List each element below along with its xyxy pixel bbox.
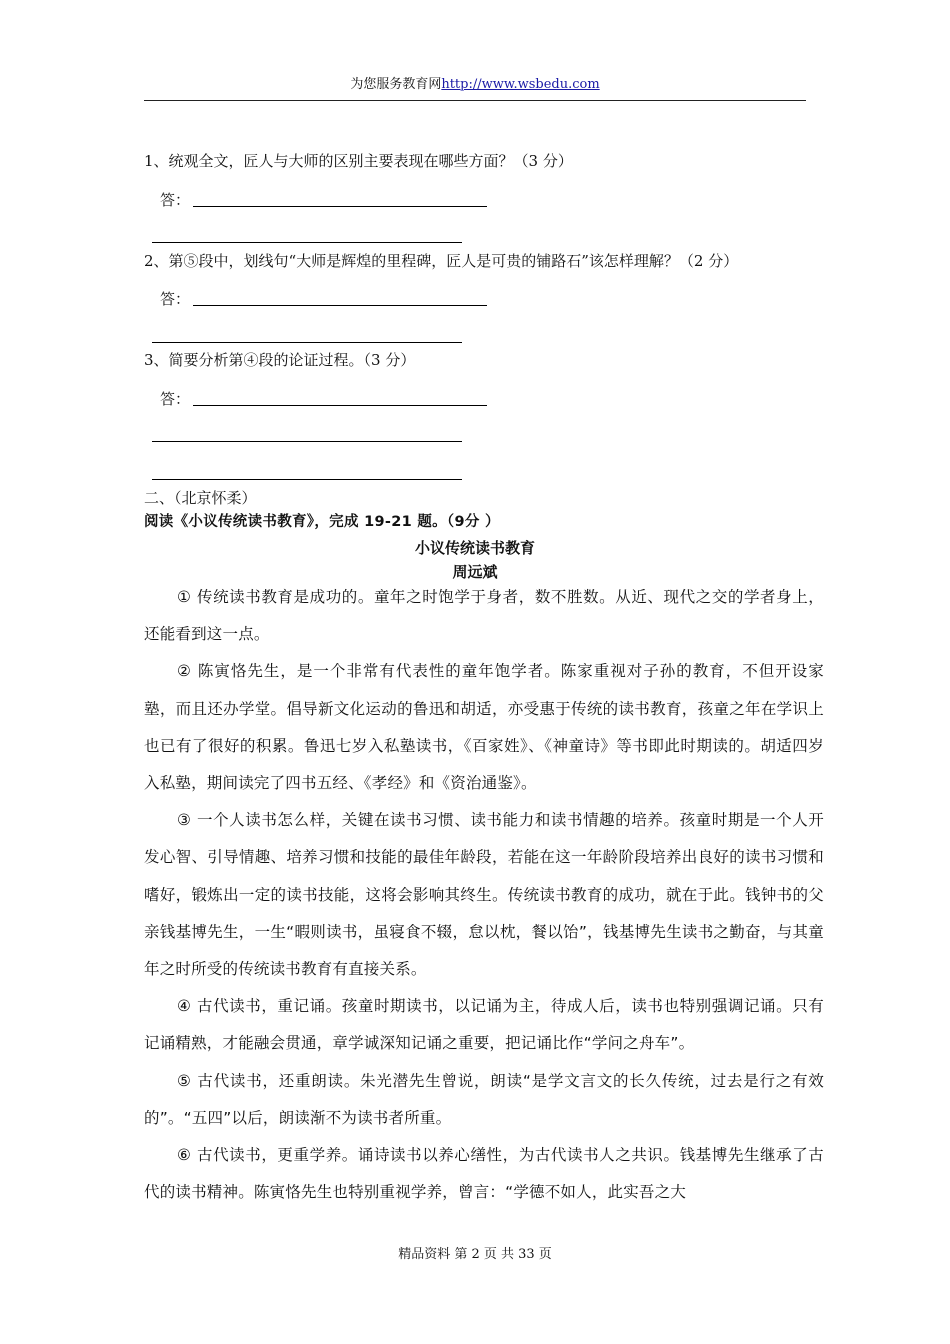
- article-title: 小议传统读书教育: [414, 539, 535, 557]
- paragraph-6: ⑥ 古代读书，更重学养。诵诗读书以养心缮性，为古代读书人之共识。钱基博先生继承了古代的读书精神。陈寅恪先生也特别重视学养，曾言：“学德不如人，此实吾之大: [144, 1146, 824, 1202]
- paragraph-5: ⑤ 古代读书，还重朗读。朱光潜先生曾说，朗读“是学文言文的长久传统，过去是行之有效的”。“五四”以后，朗读渐不为读书者所重。: [144, 1071, 824, 1127]
- article-author: 周远斌: [452, 563, 498, 581]
- answer-line[interactable]: [152, 242, 462, 243]
- paragraph-3: ③ 一个人读书怎么样，关键在读书习惯、读书能力和读书情趣的培养。孩童时期是一个人开发心智、引导情趣、培养习惯和技能的最佳年龄段，若能在这一年龄阶段培养出良好的读书习惯和嗜好，锻炼出一定的读书技能，这将会影响其终生。传统读书教育的成功，就在于此。钱钟书的父亲钱基博先生，一生“暇则读书，虽寝食不辍，怠以枕，餐以饴”，钱基博先生读书之勤奋，与其童年之时所受的传统读书教育有直接关系。: [144, 811, 824, 979]
- answer-line[interactable]: [193, 405, 487, 406]
- question-3: 3、简要分析第④段的论证过程。（3 分）: [144, 351, 416, 369]
- article-body: [144, 579, 824, 1211]
- question-2: 2、第⑤段中，划线句“大师是辉煌的里程碑，匠人是可贵的铺路石”该怎样理解？（2 分）: [144, 252, 739, 270]
- answer-line[interactable]: [152, 342, 462, 343]
- paragraph-4: ④ 古代读书，重记诵。孩童时期读书，以记诵为主，待成人后，读书也特别强调记诵。只有记诵精熟，才能融会贯通，章学诚深知记诵之重要，把记诵比作“学问之舟车”。: [144, 997, 824, 1053]
- question-1: 1、统观全文，匠人与大师的区别主要表现在哪些方面？（3 分）: [144, 152, 573, 170]
- answer-label-3: 答：: [160, 390, 191, 408]
- page-header: [144, 76, 806, 94]
- page-footer: 精品资料 第 2 页 共 33 页: [398, 1247, 552, 1262]
- answer-label-1: 答：: [160, 191, 191, 209]
- paragraph-1: ① 传统读书教育是成功的。童年之时饱学于身者，数不胜数。从近、现代之交的学者身上，还能看到这一点。: [144, 588, 824, 644]
- paragraph-2: ② 陈寅恪先生，是一个非常有代表性的童年饱学者。陈家重视对子孙的教育，不但开设家塾，而且还办学堂。倡导新文化运动的鲁迅和胡适，亦受惠于传统的读书教育，孩童之年在学识上也已有了很好的积累。鲁迅七岁入私塾读书，《百家姓》、《神童诗》等书即此时期读的。胡适四岁入私塾，期间读完了四书五经、《孝经》和《资治通鉴》。: [144, 662, 824, 793]
- answer-line[interactable]: [193, 305, 487, 306]
- header-site-name: 为您服务教育网: [350, 77, 442, 92]
- section-source: 二、（北京怀柔）: [144, 489, 257, 507]
- answer-line[interactable]: [193, 206, 487, 207]
- answer-line[interactable]: [152, 441, 462, 442]
- answer-label-2: 答：: [160, 290, 191, 308]
- answer-line[interactable]: [152, 479, 462, 480]
- header-link[interactable]: http://www.wsbedu.com: [441, 77, 600, 92]
- section-instruction: 阅读《小议传统读书教育》，完成 19-21 题。（9分 ）: [144, 514, 500, 530]
- header-divider: [144, 100, 806, 101]
